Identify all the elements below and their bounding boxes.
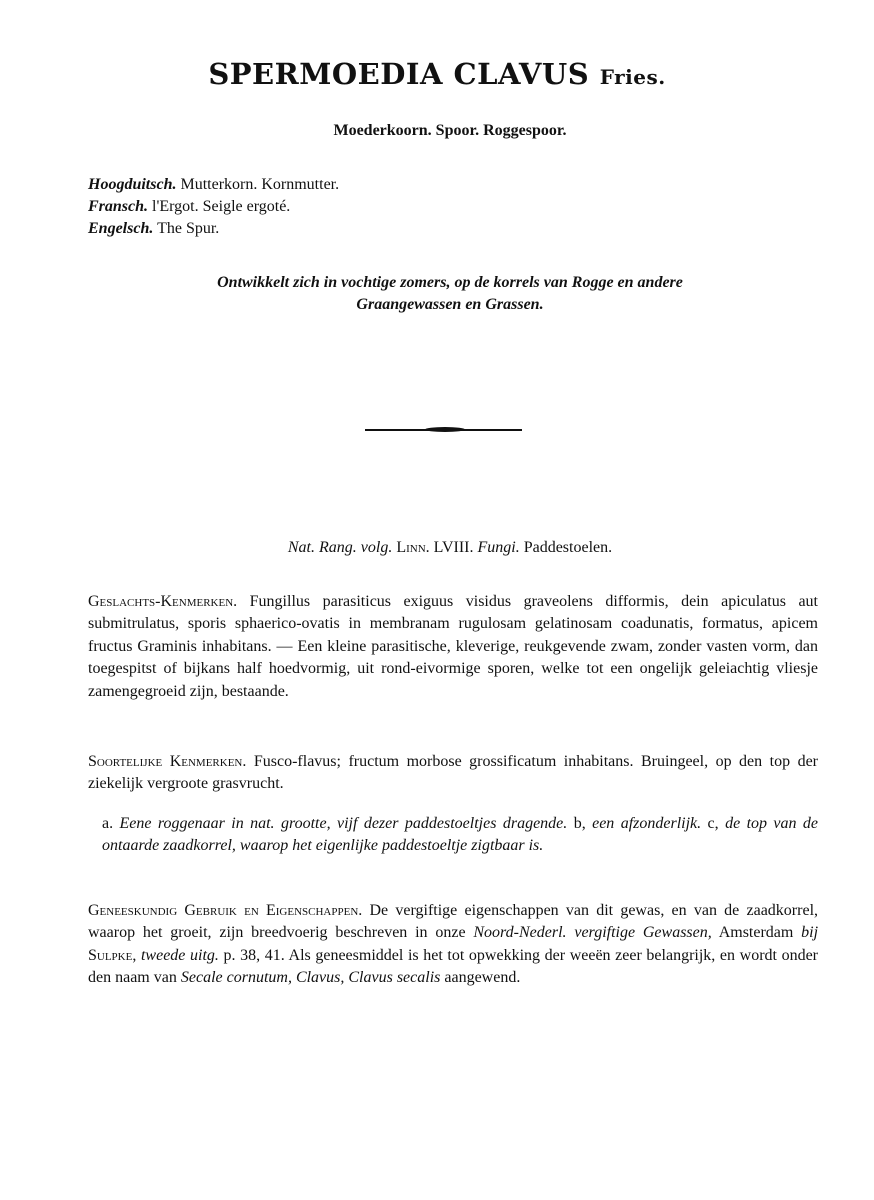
name-row-german — [88, 174, 339, 196]
name-text: Mutterkorn. Kornmutter. — [180, 176, 340, 193]
section-text: De vergiftige eigenschappen van dit gewas, en van de zaadkorrel, waarop het groeit, zijn breedvoerig beschreven in onze — [88, 902, 819, 942]
language-label: Fransch. — [88, 198, 149, 215]
cited-work: Noord-Nederl. vergiftige Gewassen, — [473, 924, 712, 942]
genus-characters — [88, 591, 818, 703]
figure-legend — [102, 813, 818, 858]
section-heading: Soortelijke Kenmerken. — [88, 753, 247, 770]
drug-names: Secale cornutum, Clavus, Clavus secalis — [180, 969, 441, 987]
section-text: Fusco-flavus; fructum morbose grossificatum inhabitans. Bruingeel, op den top der ziekelijk vergroote grasvrucht. — [88, 753, 818, 793]
common-names: Moederkoorn. Spoor. Roggespoor. — [333, 122, 567, 139]
figure-label-a: a. — [102, 815, 114, 832]
edition-text: tweede uitg. — [140, 946, 219, 964]
figure-text-b: een afzonderlijk. — [592, 815, 702, 832]
title-main: SPERMOEDIA CLAVUS — [208, 57, 590, 91]
divider-swell — [425, 427, 465, 432]
language-label: Engelsch. — [88, 220, 154, 237]
figure-text-a: Eene roggenaar in nat. grootte, vijf dezer paddestoeltjes dragende. — [119, 815, 568, 832]
publisher-name: Sulpke, — [88, 946, 137, 964]
section-text: Fungillus parasiticus exiguus visidus graveolens difformis, dein apiculatus aut submitrulatus, sporis sphaerico-ovatis in membranam rugulosam gelatinosam coadunatis, formatus, apicem fructus Graminis inhabitans. — Een kleine parasitische, kleverige, reukgevende zwam, zonder vasten vorm, dan toegespitst of bijkans half hoedvormig, uit rond-eivormige sporen, welke tot een ongelijk geleiachtig vliesje zamengegroeid zijn, bestaande. — [88, 593, 818, 700]
section-text: aangewend. — [444, 969, 521, 987]
species-characters — [88, 751, 818, 796]
nat-rang-dutch: Paddestoelen. — [523, 539, 613, 556]
section-heading: Geneeskundig Gebruik en Eigenschappen. — [88, 902, 363, 919]
name-text: l'Ergot. Seigle ergoté. — [152, 198, 291, 215]
name-row-english — [88, 218, 339, 240]
name-row-french — [88, 196, 339, 218]
page-title — [0, 57, 874, 91]
nat-rang-number: LVIII. — [433, 539, 474, 556]
classification-line — [0, 539, 874, 557]
figure-label-c: c, — [707, 815, 719, 832]
nat-rang-group: Fungi. — [477, 539, 520, 556]
section-text: Amsterdam — [718, 924, 794, 942]
section-text: p. 38, 41. Als geneesmiddel is het tot opwekking der weeën zeer belangrijk, en wordt onder den naam van — [88, 946, 819, 987]
figure-text-c: de top van de ontaarde zaadkorrel, waarop het eigenlijke paddestoeltje zigtbaar is. — [102, 815, 819, 855]
habitat-line-2: Graangewassen en Grassen. — [356, 296, 544, 313]
section-heading: Geslachts-Kenmerken. — [88, 593, 238, 610]
foreign-names — [88, 174, 339, 240]
nat-rang-author: Linn. — [396, 539, 430, 556]
nat-rang-label: Nat. Rang. volg. — [287, 539, 393, 556]
figure-label-b: b, — [573, 815, 586, 832]
title-author: Fries. — [599, 65, 666, 89]
section-text: bij — [801, 924, 819, 942]
language-label: Hoogduitsch. — [88, 176, 177, 193]
ornamental-divider — [365, 427, 522, 432]
habitat-note — [0, 272, 874, 316]
habitat-line-1: Ontwikkelt zich in vochtige zomers, op de korrels van Rogge en andere — [217, 274, 683, 291]
name-text: The Spur. — [157, 220, 220, 237]
medical-use — [88, 900, 818, 990]
